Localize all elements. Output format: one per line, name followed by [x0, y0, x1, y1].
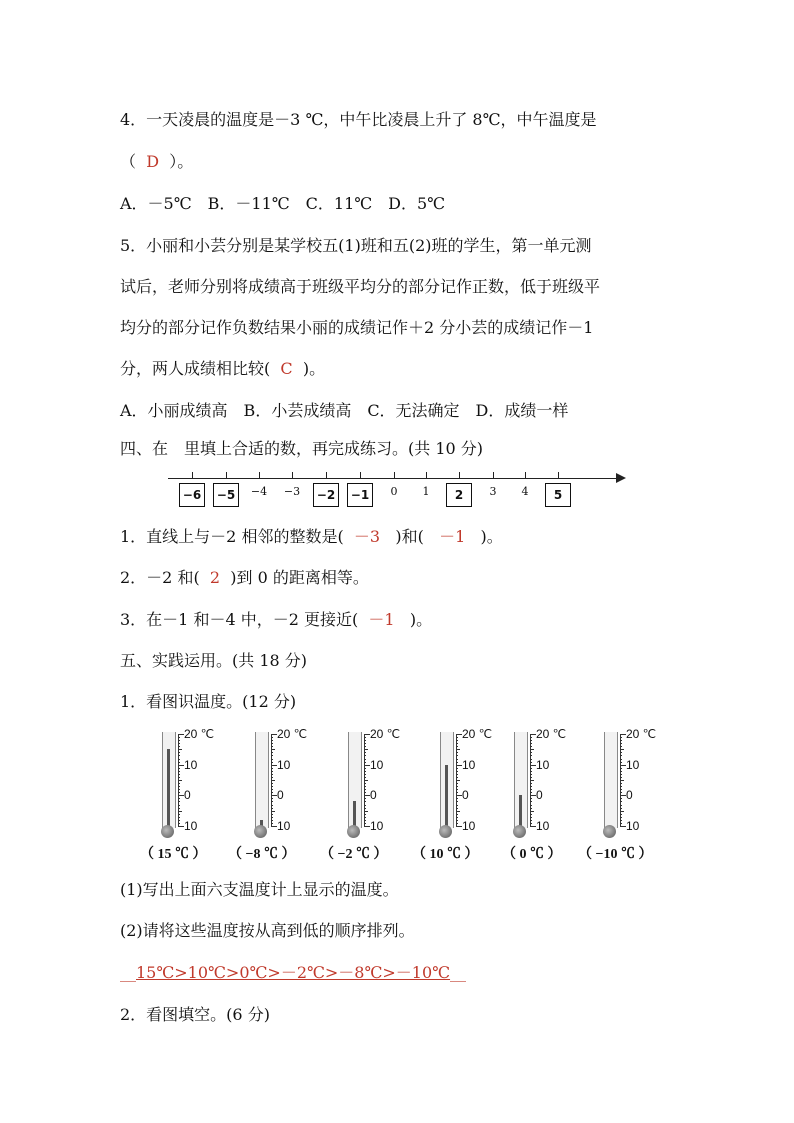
section5-q2-title: 2．看图填空。(6 分)	[120, 1005, 270, 1024]
scale-tick	[530, 746, 532, 747]
q4-answer-line: （ D ）。	[120, 152, 194, 171]
number-box-neg1: −1	[347, 483, 373, 507]
scale-label: 20 ℃	[462, 727, 493, 741]
scale-tick	[530, 823, 532, 824]
scale-tick	[620, 774, 622, 775]
scale-tick	[620, 740, 622, 741]
scale-tick	[620, 801, 622, 802]
section4-q3: 3．在－1 和－4 中，－2 更接近( －1 )。	[120, 610, 433, 629]
scale-tick	[620, 789, 622, 790]
scale-tick	[364, 749, 368, 750]
section5-order-answer-line: __15℃>10℃>0℃>－2℃>－8℃>－10℃__	[120, 963, 467, 982]
scale-tick	[620, 805, 622, 806]
scale-tick	[620, 749, 624, 750]
scale-tick	[530, 777, 532, 778]
section5-sub2: (2)请将这些温度按从高到低的顺序排列。	[120, 921, 415, 940]
scale-tick	[364, 820, 366, 821]
thermometer-bulb	[513, 825, 526, 838]
thermometer-bulb	[439, 825, 452, 838]
scale-tick	[178, 817, 180, 818]
scale-tick	[530, 743, 532, 744]
scale-tick	[530, 805, 532, 806]
scale-tick	[456, 817, 458, 818]
q5-stem-2: 试后，老师分别将成绩高于班级平均分的部分记作正数，低于班级平	[120, 277, 601, 296]
scale-tick	[456, 774, 458, 775]
scale-tick	[456, 808, 458, 809]
scale-tick	[364, 777, 366, 778]
scale-tick	[178, 740, 180, 741]
q5-stem-1: 5．小丽和小芸分别是某学校五(1)班和五(2)班的学生，第一单元测	[120, 236, 592, 255]
scale-tick	[456, 762, 458, 763]
scale-label: 20 ℃	[626, 727, 657, 741]
scale-tick	[271, 823, 273, 824]
scale-tick	[530, 817, 532, 818]
scale-label: 0	[462, 788, 469, 803]
thermometer-reading: （ −2 ℃ ）	[320, 847, 388, 862]
scale-tick	[456, 780, 460, 781]
scale-tick	[364, 823, 366, 824]
thermometer-mercury	[167, 749, 170, 830]
scale-tick	[456, 820, 458, 821]
scale-tick	[530, 759, 532, 760]
scale-tick	[456, 792, 458, 793]
thermometer-reading: （ 15 ℃ ）	[140, 847, 207, 862]
scale-tick	[530, 755, 532, 756]
scale-tick	[271, 780, 275, 781]
q4-options: A．－5℃ B．－11℃ C．11℃ D．5℃	[120, 194, 446, 213]
thermometer-tube	[255, 732, 269, 828]
scale-label: 0	[536, 788, 543, 803]
section5-title: 五、实践运用。(共 18 分)	[120, 651, 308, 670]
section4-q2-answer: 2	[209, 568, 221, 587]
scale-tick	[271, 752, 273, 753]
scale-tick	[271, 768, 273, 769]
scale-label: 10	[536, 819, 550, 833]
scale-label: 10	[462, 757, 476, 772]
scale-tick	[620, 783, 622, 784]
scale-tick	[364, 789, 366, 790]
scale-tick	[271, 771, 273, 772]
scale-tick	[364, 792, 366, 793]
q4-stem: 4．一天凌晨的温度是－3 ℃，中午比凌晨上升了 8℃，中午温度是	[120, 110, 597, 129]
scale-tick	[178, 755, 180, 756]
scale-tick	[178, 801, 180, 802]
scale-tick	[364, 774, 366, 775]
scale-tick	[530, 780, 534, 781]
scale-tick	[364, 805, 366, 806]
section5-q1-title: 1．看图识温度。(12 分)	[120, 692, 297, 711]
thermometer	[600, 728, 680, 840]
scale-tick	[178, 823, 180, 824]
q5-answer: C	[280, 359, 293, 378]
scale-label: 10	[536, 757, 550, 772]
number-box-neg6: −6	[179, 483, 205, 507]
scale-tick	[178, 759, 180, 760]
scale-tick	[530, 789, 532, 790]
scale-tick	[530, 737, 532, 738]
scale-label: 20 ℃	[277, 727, 308, 741]
thermometer	[251, 728, 331, 840]
scale-tick	[456, 786, 458, 787]
scale-tick	[178, 820, 180, 821]
scale-tick	[364, 783, 366, 784]
number-box-neg2: −2	[313, 483, 339, 507]
number-label-neg4: −4	[250, 485, 268, 498]
q4-answer: D	[146, 152, 160, 171]
scale-label: 10	[370, 757, 384, 772]
q5-stem-3: 均分的部分记作负数结果小丽的成绩记作＋2 分小芸的成绩记作－1	[120, 318, 594, 337]
number-label-3: 3	[489, 485, 497, 498]
tick	[459, 472, 460, 479]
scale-tick	[364, 762, 366, 763]
scale-tick	[271, 762, 273, 763]
number-box-5: 5	[545, 483, 571, 507]
thermometer	[510, 728, 590, 840]
scale-tick	[530, 792, 532, 793]
scale-tick	[620, 759, 622, 760]
thermometer-bulb	[161, 825, 174, 838]
scale-tick	[271, 737, 273, 738]
thermometer-bulb	[603, 825, 616, 838]
scale-tick	[456, 823, 458, 824]
scale-tick	[364, 746, 366, 747]
scale-tick	[530, 820, 532, 821]
number-box-2: 2	[446, 483, 472, 507]
scale-tick	[530, 798, 532, 799]
scale-tick	[271, 817, 273, 818]
scale-tick	[364, 759, 366, 760]
scale-tick	[178, 737, 180, 738]
thermometer-reading: （ 0 ℃ ）	[502, 847, 562, 862]
thermometer-tube	[604, 732, 618, 828]
section4-q3-answer: －1	[368, 610, 395, 629]
scale-tick	[178, 743, 180, 744]
scale-tick	[178, 786, 180, 787]
scale-tick	[620, 777, 622, 778]
scale-tick	[456, 798, 458, 799]
scale-tick	[530, 749, 534, 750]
scale-tick	[178, 777, 180, 778]
number-box-neg5: −5	[213, 483, 239, 507]
scale-tick	[364, 801, 366, 802]
scale-tick	[271, 749, 275, 750]
scale-tick	[271, 798, 273, 799]
scale-tick	[271, 801, 273, 802]
scale-tick	[271, 774, 273, 775]
scale-tick	[620, 798, 622, 799]
thermometer	[436, 728, 516, 840]
tick	[493, 472, 494, 479]
tick	[426, 472, 427, 479]
scale-tick	[456, 737, 458, 738]
scale-tick	[178, 762, 180, 763]
thermometer-reading: （ −8 ℃ ）	[228, 847, 296, 862]
scale-tick	[456, 783, 458, 784]
scale-tick	[178, 774, 180, 775]
scale-tick	[178, 811, 182, 812]
scale-tick	[620, 746, 622, 747]
scale-tick	[456, 752, 458, 753]
number-line	[168, 470, 628, 516]
scale-tick	[456, 771, 458, 772]
scale-tick	[271, 814, 273, 815]
scale-label: 20 ℃	[370, 727, 401, 741]
scale-tick	[620, 823, 622, 824]
scale-tick	[178, 798, 180, 799]
scale-label: 10	[184, 757, 198, 772]
scale-tick	[530, 811, 534, 812]
scale-tick	[178, 771, 180, 772]
scale-tick	[178, 746, 180, 747]
scale-label: 10	[277, 757, 291, 772]
scale-tick	[530, 814, 532, 815]
scale-tick	[620, 743, 622, 744]
scale-tick	[178, 792, 180, 793]
scale-tick	[178, 814, 180, 815]
scale-tick	[530, 808, 532, 809]
scale-tick	[456, 801, 458, 802]
scale-tick	[271, 789, 273, 790]
scale-label: 10	[626, 819, 640, 833]
scale-tick	[620, 752, 622, 753]
scale-tick	[271, 740, 273, 741]
tick	[192, 472, 193, 479]
scale-tick	[364, 817, 366, 818]
section4-q2: 2．－2 和( 2 )到 0 的距离相等。	[120, 568, 369, 587]
scale-tick	[178, 768, 180, 769]
section5-sub1: (1)写出上面六支温度计上显示的温度。	[120, 880, 399, 899]
scale-tick	[456, 746, 458, 747]
scale-label: 10	[462, 819, 476, 833]
scale-tick	[271, 746, 273, 747]
scale-tick	[456, 768, 458, 769]
section4-q1-answer-2: －1	[439, 527, 466, 546]
scale-tick	[271, 820, 273, 821]
thermometer	[344, 728, 424, 840]
scale-tick	[456, 805, 458, 806]
number-label-0: 0	[390, 485, 398, 498]
tick	[360, 472, 361, 479]
scale-tick	[364, 771, 366, 772]
tick	[292, 472, 293, 479]
scale-label: 10	[370, 819, 384, 833]
thermometer-reading: （ 10 ℃ ）	[412, 847, 479, 862]
scale-tick	[620, 762, 622, 763]
scale-tick	[178, 789, 180, 790]
scale-tick	[271, 755, 273, 756]
tick	[394, 472, 395, 479]
number-label-neg3: −3	[283, 485, 301, 498]
scale-tick	[620, 808, 622, 809]
scale-tick	[620, 786, 622, 787]
scale-label: 0	[184, 788, 191, 803]
scale-tick	[271, 759, 273, 760]
number-label-4: 4	[521, 485, 529, 498]
scale-tick	[364, 740, 366, 741]
scale-tick	[271, 786, 273, 787]
scale-tick	[178, 805, 180, 806]
scale-tick	[456, 814, 458, 815]
scale-tick	[271, 743, 273, 744]
scale-tick	[456, 759, 458, 760]
scale-tick	[620, 817, 622, 818]
scale-tick	[620, 771, 622, 772]
number-line-arrow	[616, 473, 626, 483]
tick	[326, 472, 327, 479]
scale-tick	[178, 749, 182, 750]
section4-q1: 1．直线上与－2 相邻的整数是( －3 )和( －1 )。	[120, 527, 503, 546]
scale-label: 10	[184, 819, 198, 833]
scale-tick	[456, 755, 458, 756]
scale-tick	[620, 792, 622, 793]
scale-tick	[530, 762, 532, 763]
scale-tick	[364, 743, 366, 744]
scale-tick	[620, 814, 622, 815]
q5-answer-line: 分，两人成绩相比较( C )。	[120, 359, 326, 378]
scale-tick	[364, 780, 368, 781]
scale-tick	[271, 808, 273, 809]
scale-tick	[178, 808, 180, 809]
scale-tick	[530, 783, 532, 784]
scale-label: 0	[626, 788, 633, 803]
scale-tick	[364, 768, 366, 769]
thermometer	[158, 728, 238, 840]
thermometer-bulb	[347, 825, 360, 838]
scale-tick	[530, 774, 532, 775]
scale-tick	[178, 783, 180, 784]
section4-title: 四、在 里填上合适的数，再完成练习。(共 10 分)	[120, 439, 484, 458]
scale-tick	[530, 771, 532, 772]
scale-label: 10	[277, 819, 291, 833]
number-label-1: 1	[422, 485, 430, 498]
scale-label: 0	[370, 788, 377, 803]
tick	[259, 472, 260, 479]
scale-tick	[456, 743, 458, 744]
scale-tick	[620, 811, 624, 812]
scale-tick	[530, 740, 532, 741]
scale-tick	[456, 789, 458, 790]
scale-tick	[530, 768, 532, 769]
scale-tick	[364, 755, 366, 756]
scale-tick	[271, 805, 273, 806]
scale-tick	[364, 737, 366, 738]
scale-label: 20 ℃	[184, 727, 215, 741]
scale-tick	[178, 780, 182, 781]
scale-tick	[364, 814, 366, 815]
scale-label: 0	[277, 788, 284, 803]
scale-tick	[620, 780, 624, 781]
scale-tick	[456, 777, 458, 778]
scale-tick	[178, 752, 180, 753]
scale-tick	[620, 820, 622, 821]
scale-tick	[364, 752, 366, 753]
scale-tick	[271, 792, 273, 793]
scale-tick	[530, 801, 532, 802]
scale-tick	[271, 811, 275, 812]
scale-tick	[364, 808, 366, 809]
section4-q1-answer-1: －3	[353, 527, 381, 546]
scale-tick	[456, 740, 458, 741]
scale-tick	[530, 786, 532, 787]
tick	[525, 472, 526, 479]
scale-tick	[456, 749, 460, 750]
scale-tick	[364, 798, 366, 799]
scale-tick	[530, 752, 532, 753]
tick	[226, 472, 227, 479]
scale-tick	[364, 786, 366, 787]
q5-options: A．小丽成绩高 B．小芸成绩高 C．无法确定 D．成绩一样	[120, 401, 569, 420]
thermometer-bulb	[254, 825, 267, 838]
scale-tick	[456, 811, 460, 812]
tick	[558, 472, 559, 479]
order-answer: 15℃>10℃>0℃>－2℃>－8℃>－10℃	[136, 963, 451, 982]
scale-tick	[271, 783, 273, 784]
scale-tick	[271, 777, 273, 778]
scale-label: 10	[626, 757, 640, 772]
scale-tick	[364, 811, 368, 812]
thermometer-mercury	[445, 765, 448, 830]
scale-label: 20 ℃	[536, 727, 567, 741]
thermometer-reading: （ −10 ℃ ）	[578, 847, 653, 862]
scale-tick	[620, 768, 622, 769]
scale-tick	[620, 737, 622, 738]
scale-tick	[620, 755, 622, 756]
